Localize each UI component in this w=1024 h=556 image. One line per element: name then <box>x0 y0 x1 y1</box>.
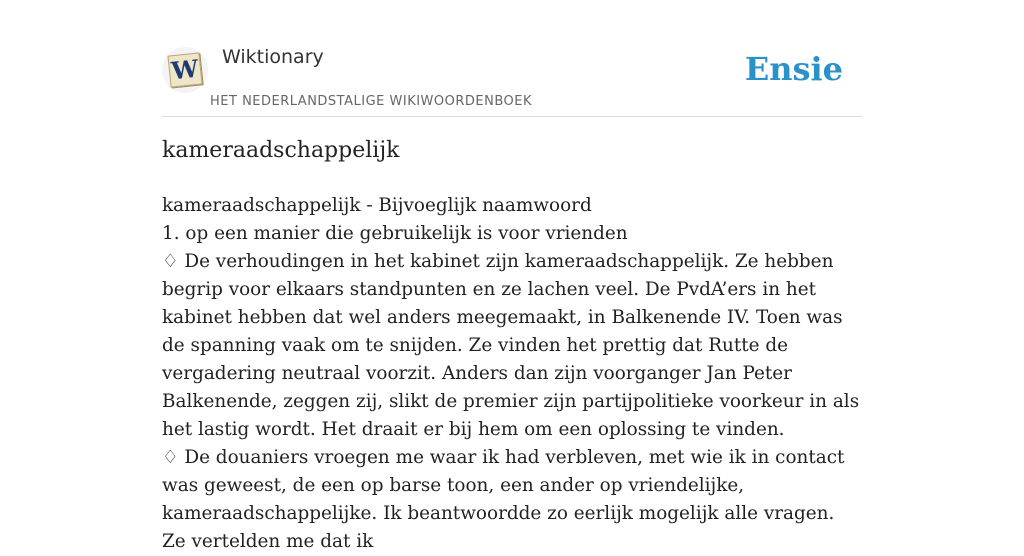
definition-line: 1. op een manier die gebruikelijk is voor vrienden <box>162 223 628 244</box>
entry-heading-line: kameraadschappelijk - Bijvoeglijk naamwoord <box>162 195 592 216</box>
example-paragraph: ♢ De verhoudingen in het kabinet zijn kameraadschappelijk. Ze hebben begrip voor elkaars standpunten en ze lachen veel. De PvdA’ers in het kabinet hebben dat wel anders meegemaakt, in Balkenende IV. Toen was de spanning vaak om te snijden. Ze vinden het prettig dat Rutte de vergadering neutraal voorzit. Anders dan zijn voorganger Jan Peter Balkenende, zeggen zij, slikt de premier zijn partijpolitieke voorkeur in als het lastig wordt. Het draait er bij hem om een oplossing te vinden. <box>162 251 860 440</box>
example-paragraph: ♢ De douaniers vroegen me waar ik had verbleven, met wie ik in contact was geweest, de een op barse toon, een ander op vriendelijke, kameraadschappelijke. Ik beantwoordde zo eerlijk mogelijk alle vragen. Ze vertelden me dat ik <box>162 447 845 552</box>
logo-tile <box>167 52 202 87</box>
wiktionary-logo-icon[interactable] <box>162 47 208 93</box>
site-name[interactable]: Wiktionary <box>222 46 324 68</box>
entry-content <box>162 192 862 556</box>
logo-letter: W <box>170 53 200 86</box>
page-container <box>162 0 862 552</box>
ensie-brand-logo[interactable]: Ensie <box>744 50 843 88</box>
site-tagline: HET NEDERLANDSTALIGE WIKIWOORDENBOEK <box>210 94 533 109</box>
site-header <box>162 0 862 117</box>
page-title: kameraadschappelijk <box>162 138 400 163</box>
